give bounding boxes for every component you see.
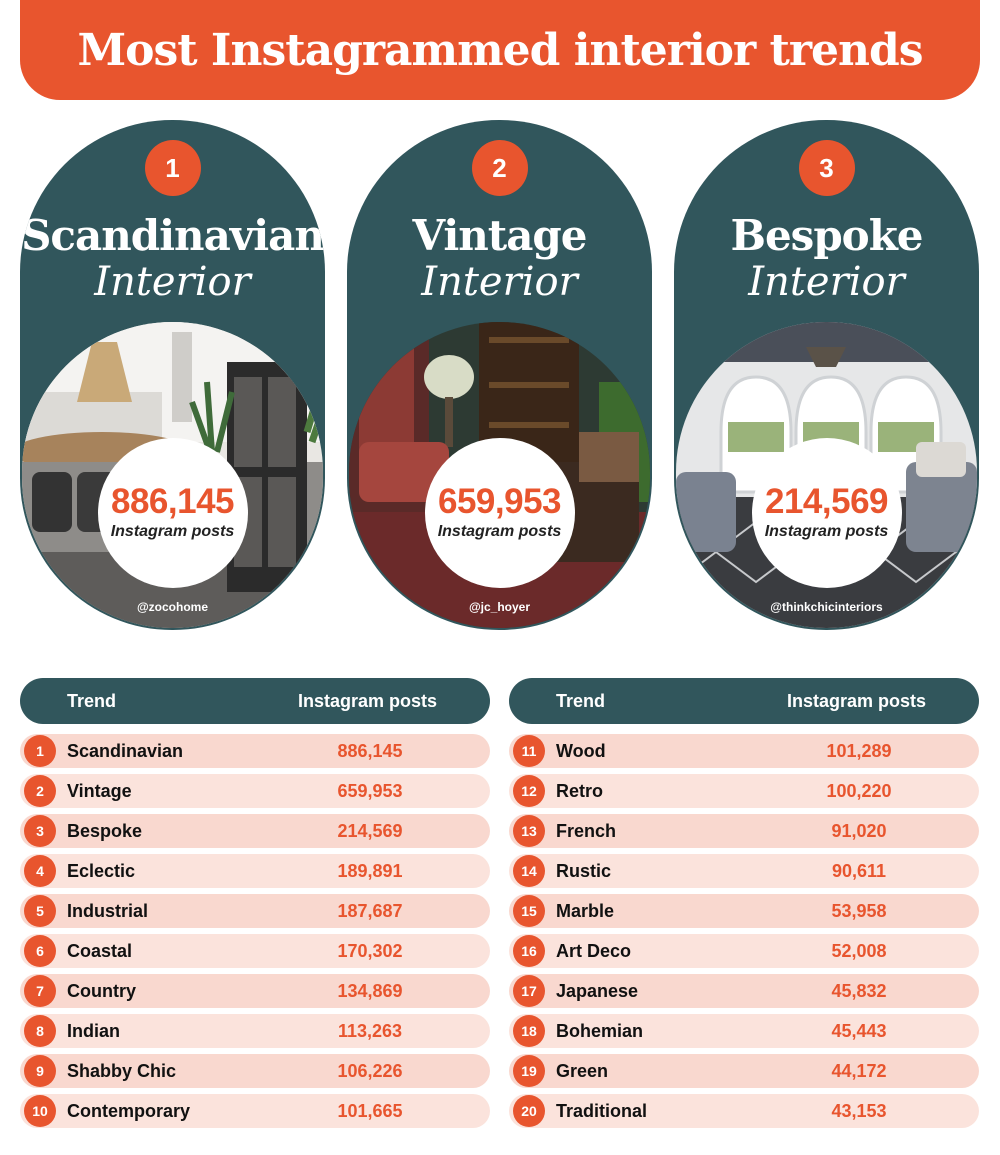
rank-number: 12 (513, 775, 545, 807)
rank-number: 16 (513, 935, 545, 967)
trend-card-bespoke (674, 120, 979, 630)
trend-card-scandinavian (20, 120, 325, 630)
trend-table-left (20, 678, 490, 1128)
rank-number: 17 (513, 975, 545, 1007)
table-row (509, 814, 979, 848)
trend-name: Retro (556, 781, 604, 801)
rank-number: 18 (513, 1015, 545, 1047)
table-header (509, 678, 979, 724)
trend-name: Scandinavian (67, 741, 184, 761)
trend-name: Bohemian (556, 1021, 644, 1041)
rank-number: 11 (513, 735, 545, 767)
trend-column-header: Trend (67, 691, 117, 711)
table-row (20, 814, 490, 848)
table-row (509, 1094, 979, 1128)
rank-number: 9 (24, 1055, 56, 1087)
trend-name: Bespoke (67, 821, 143, 841)
post-count: 214,569 (764, 482, 889, 521)
table-row (509, 1014, 979, 1048)
post-count-value: 90,611 (831, 861, 887, 881)
table-row (509, 854, 979, 888)
table-row (20, 774, 490, 808)
rank-number: 14 (513, 855, 545, 887)
trend-name: Japanese (556, 981, 639, 1001)
post-count-circle (98, 438, 248, 588)
rank-number: 4 (24, 855, 56, 887)
table-row (20, 1014, 490, 1048)
table-rows (509, 734, 979, 1128)
photo-credit: @jc_hoyer (468, 600, 531, 614)
trend-name: Indian (67, 1021, 120, 1041)
post-count-value: 43,153 (831, 1101, 887, 1121)
card-title: Bespoke (730, 211, 923, 260)
trend-name: Wood (556, 741, 606, 761)
post-count-value: 52,008 (831, 941, 887, 961)
table-row (20, 974, 490, 1008)
table-row (509, 974, 979, 1008)
photo-credit: @zocohome (136, 600, 209, 614)
post-count-value: 659,953 (337, 781, 403, 801)
table-row (20, 1054, 490, 1088)
table-row (20, 1094, 490, 1128)
post-count-value: 44,172 (831, 1061, 887, 1081)
post-count-value: 113,263 (337, 1021, 403, 1041)
post-count-value: 100,220 (826, 781, 892, 801)
post-count-label: Instagram posts (110, 523, 235, 540)
rank-number: 8 (24, 1015, 56, 1047)
post-count-value: 214,569 (337, 821, 403, 841)
rank-number: 1 (24, 735, 56, 767)
rank-number: 3 (24, 815, 56, 847)
trend-name: Eclectic (67, 861, 136, 881)
post-count-value: 187,687 (337, 901, 403, 921)
photo-credit: @thinkchicinteriors (770, 600, 883, 614)
trend-name: Coastal (67, 941, 133, 961)
trend-name: Country (67, 981, 136, 1001)
post-count-value: 101,665 (337, 1101, 403, 1121)
rank-number: 10 (24, 1095, 56, 1127)
rank-number: 13 (513, 815, 545, 847)
posts-column-header: Instagram posts (787, 691, 927, 711)
table-row (509, 934, 979, 968)
table-row (20, 934, 490, 968)
card-subtitle: Interior (421, 259, 578, 305)
card-title: Vintage (412, 211, 587, 260)
trend-card-vintage (347, 120, 652, 630)
trend-column-header: Trend (556, 691, 606, 711)
trend-name: Art Deco (556, 941, 632, 961)
post-count: 659,953 (437, 482, 562, 521)
trend-name: Rustic (556, 861, 612, 881)
card-subtitle: Interior (748, 259, 905, 305)
post-count-value: 106,226 (337, 1061, 403, 1081)
post-count-circle (752, 438, 902, 588)
trend-table-right (509, 678, 979, 1128)
rank-number: 20 (513, 1095, 545, 1127)
post-count-label: Instagram posts (437, 523, 562, 540)
rank-number: 15 (513, 895, 545, 927)
trend-name: Contemporary (67, 1101, 191, 1121)
trend-name: Shabby Chic (67, 1061, 177, 1081)
posts-column-header: Instagram posts (298, 691, 438, 711)
post-count-value: 101,289 (826, 741, 892, 761)
post-count-value: 53,958 (831, 901, 887, 921)
rank-badge: 2 (472, 140, 528, 196)
table-row (509, 1054, 979, 1088)
rank-badge: 1 (145, 140, 201, 196)
title-banner (20, 0, 980, 100)
table-row (20, 734, 490, 768)
post-count-value: 170,302 (337, 941, 403, 961)
post-count-circle (425, 438, 575, 588)
post-count-value: 45,832 (831, 981, 887, 1001)
post-count-label: Instagram posts (764, 523, 889, 540)
rank-number: 6 (24, 935, 56, 967)
table-row (509, 894, 979, 928)
page-title: Most Instagrammed interior trends (77, 24, 923, 76)
table-row (509, 774, 979, 808)
trend-name: French (556, 821, 617, 841)
post-count-value: 189,891 (337, 861, 403, 881)
post-count-value: 45,443 (831, 1021, 887, 1041)
trend-name: Vintage (67, 781, 132, 801)
table-row (20, 854, 490, 888)
trend-name: Green (556, 1061, 609, 1081)
rank-number: 7 (24, 975, 56, 1007)
trend-name: Traditional (556, 1101, 648, 1121)
rank-number: 5 (24, 895, 56, 927)
card-subtitle: Interior (94, 259, 251, 305)
table-rows (20, 734, 490, 1128)
post-count-value: 886,145 (337, 741, 403, 761)
table-row (20, 894, 490, 928)
rank-number: 19 (513, 1055, 545, 1087)
rank-badge: 3 (799, 140, 855, 196)
trend-name: Marble (556, 901, 615, 921)
post-count: 886,145 (110, 482, 235, 521)
table-row (509, 734, 979, 768)
rank-number: 2 (24, 775, 56, 807)
post-count-value: 134,869 (337, 981, 403, 1001)
post-count-value: 91,020 (831, 821, 887, 841)
card-title: Scandinavian (21, 211, 324, 260)
trend-name: Industrial (67, 901, 149, 921)
table-header (20, 678, 490, 724)
